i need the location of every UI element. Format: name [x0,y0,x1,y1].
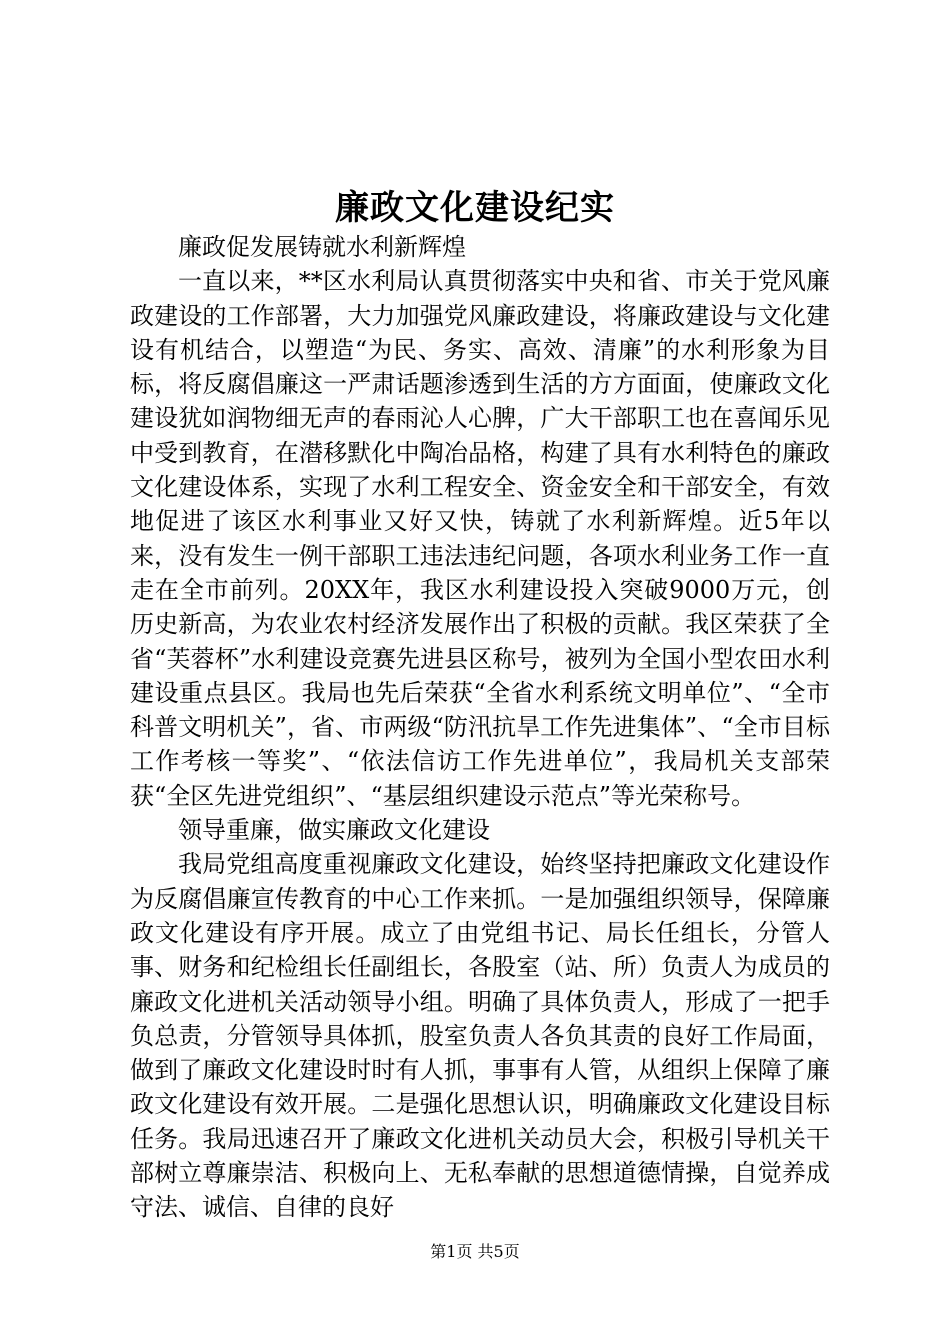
section-paragraph: 一直以来，**区水利局认真贯彻落实中央和省、市关于党风廉政建设的工作部署，大力加强党风廉政建设，将廉政建设与文化建设有机结合，以塑造“为民、务实、高效、清廉”的水利形象为目标，将反腐倡廉这一严肃话题渗透到生活的方方面面，使廉政文化建设犹如润物细无声的春雨沁人心脾，广大干部职工也在喜闻乐见中受到教育，在潜移默化中陶冶品格，构建了具有水利特色的廉政文化建设体系，实现了水利工程安全、资金安全和干部安全，有效地促进了该区水利事业又好又快，铸就了水利新辉煌。近5年以来，没有发生一例干部职工违法违纪问题，各项水利业务工作一直走在全市前列。20XX年，我区水利建设投入突破9000万元，创历史新高，为农业农村经济发展作出了积极的贡献。我区荣获了全省“芙蓉杯”水利建设竞赛先进县区称号，被列为全国小型农田水利建设重点县区。我局也先后荣获“全省水利系统文明单位”、“全市科普文明机关”，省、市两级“防汛抗旱工作先进集体”、“全市目标工作考核一等奖”、“依法信访工作先进单位”，我局机关支部荣获“全区先进党组织”、“基层组织建设示范点”等光荣称号。 [130,267,830,810]
section-paragraph: 我局党组高度重视廉政文化建设，始终坚持把廉政文化建设作为反腐倡廉宣传教育的中心工作来抓。一是加强组织领导，保障廉政文化建设有序开展。成立了由党组书记、局长任组长，分管人事、财务和纪检组长任副组长，各股室（站、所）负责人为成员的廉政文化进机关活动领导小组。明确了具体负责人，形成了一把手负总责，分管领导具体抓，股室负责人各负其责的良好工作局面，做到了廉政文化建设时时有人抓，事事有人管，从组织上保障了廉政文化建设有效开展。二是强化思想认识，明确廉政文化建设目标任务。我局迅速召开了廉政文化进机关动员大会，积极引导机关干部树立尊廉崇洁、积极向上、无私奉献的思想道德情操，自觉养成守法、诚信、自律的良好 [130,850,830,1222]
section-heading: 廉政促发展铸就水利新辉煌 [178,233,466,261]
document-title: 廉政文化建设纪实 [335,188,615,228]
section-heading: 领导重廉，做实廉政文化建设 [178,816,490,845]
page-footer: 第1页 共5页 [430,1242,520,1261]
document-body [130,230,830,1225]
